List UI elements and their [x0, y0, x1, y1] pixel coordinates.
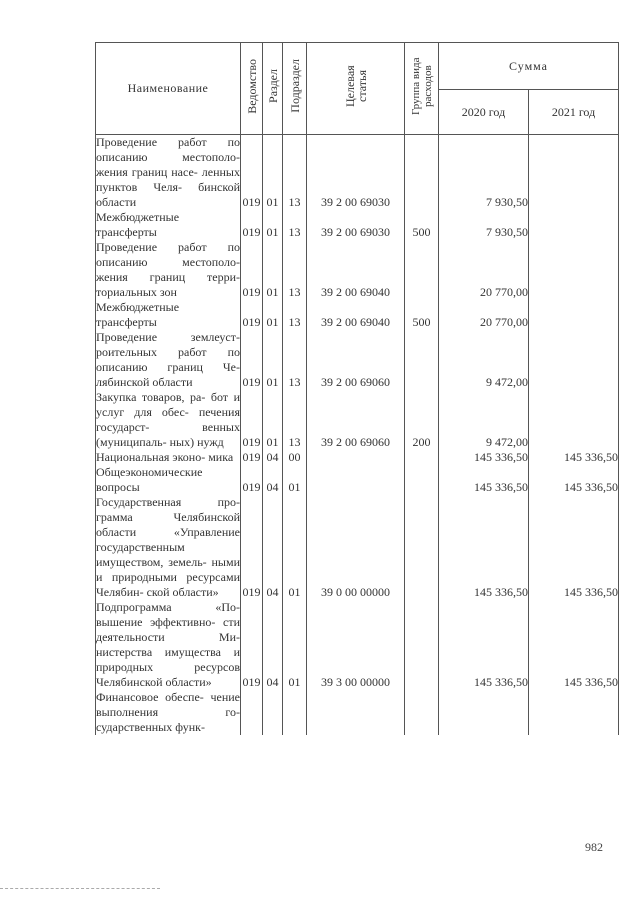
cell-sum2020: 20 770,00 [439, 300, 529, 330]
cell-sum2020: 145 336,50 [439, 600, 529, 690]
footer-line [0, 888, 160, 890]
cell-sum2020: 9 472,00 [439, 330, 529, 390]
cell-sum2020: 145 336,50 [439, 450, 529, 465]
cell-razdel [263, 690, 283, 735]
cell-group [405, 465, 439, 495]
table-row [96, 495, 619, 600]
cell-ved: 019 [241, 330, 263, 390]
cell-sum2021 [529, 330, 619, 390]
cell-name: Межбюджетные трансферты [96, 210, 241, 240]
header-name: Наименование [96, 43, 241, 135]
cell-razdel: 04 [263, 600, 283, 690]
cell-podrazdel: 13 [283, 135, 307, 211]
table-row [96, 330, 619, 390]
cell-ved: 019 [241, 135, 263, 211]
cell-podrazdel [283, 690, 307, 735]
cell-sum2021: 145 336,50 [529, 495, 619, 600]
cell-podrazdel: 00 [283, 450, 307, 465]
cell-name: Проведение землеуст- роительных работ по описанию границ Че- лябинской области [96, 330, 240, 389]
cell-razdel: 01 [263, 390, 283, 450]
cell-ved: 019 [241, 390, 263, 450]
table-row [96, 240, 619, 300]
cell-target [307, 690, 405, 735]
cell-group [405, 240, 439, 300]
cell-group [405, 495, 439, 600]
header-year-2020: 2020 год [439, 90, 529, 135]
cell-sum2020: 9 472,00 [439, 390, 529, 450]
cell-name: Подпрограмма «По- вышение эффективно- сти деятельности Ми- нистерства имущества и природных ресурсов Челябинской области» [96, 600, 240, 689]
header-vedomstvo: Ведомство [241, 43, 263, 135]
header-group: Группа вида расходов [405, 43, 439, 135]
table-row [96, 135, 619, 211]
cell-podrazdel: 13 [283, 330, 307, 390]
header-sum: Сумма [439, 43, 619, 90]
cell-target: 39 2 00 69060 [307, 390, 405, 450]
page-number: 982 [585, 840, 603, 854]
cell-razdel: 01 [263, 330, 283, 390]
cell-sum2021: 145 336,50 [529, 600, 619, 690]
cell-sum2021: 145 336,50 [529, 465, 619, 495]
cell-ved: 019 [241, 495, 263, 600]
table-row [96, 210, 619, 240]
cell-target: 39 2 00 69030 [307, 210, 405, 240]
cell-podrazdel: 13 [283, 240, 307, 300]
cell-podrazdel: 13 [283, 210, 307, 240]
cell-group [405, 600, 439, 690]
cell-ved: 019 [241, 300, 263, 330]
table-row [96, 600, 619, 690]
cell-ved: 019 [242, 450, 261, 464]
cell-name: Государственная про- грамма Челябинской области «Управление государственным имуществом, земель- ными и природными ресурсами Челябин- ской области» [96, 495, 240, 599]
cell-podrazdel: 01 [283, 600, 307, 690]
cell-razdel: 04 [263, 465, 283, 495]
budget-table [95, 42, 619, 735]
cell-target: 39 2 00 69040 [307, 300, 405, 330]
header-razdel: Раздел [263, 43, 283, 135]
cell-target [307, 450, 405, 465]
cell-ved: 019 [241, 240, 263, 300]
cell-podrazdel: 13 [283, 300, 307, 330]
cell-sum2020: 7 930,50 [439, 135, 529, 211]
cell-name: Национальная эконо- мика [96, 450, 241, 465]
cell-name: Проведение работ по описанию местополо- жения границ терри- ториальных зон [96, 240, 240, 299]
cell-name: Общеэкономические вопросы [96, 465, 241, 495]
cell-sum2021 [529, 210, 619, 240]
header-year-2021: 2021 год [529, 90, 619, 135]
cell-name: Проведение работ по описанию местополо- жения границ насе- ленных пунктов Челя- бинской области [96, 135, 240, 209]
table-row [96, 390, 619, 450]
table-body [96, 135, 619, 736]
cell-podrazdel: 13 [283, 390, 307, 450]
cell-sum2020: 145 336,50 [439, 465, 529, 495]
cell-name: Межбюджетные трансферты [96, 300, 241, 330]
cell-group [405, 690, 439, 735]
header-podrazdel: Подраздел [283, 43, 307, 135]
cell-podrazdel: 01 [283, 495, 307, 600]
cell-name: Закупка товаров, ра- бот и услуг для обес- печения государст- венных (муниципаль- ных) нужд [96, 390, 240, 449]
cell-sum2020: 20 770,00 [439, 240, 529, 300]
header-target: Целевая статья [307, 43, 405, 135]
table-row [96, 300, 619, 330]
cell-sum2021: 145 336,50 [529, 450, 619, 465]
cell-razdel: 01 [263, 240, 283, 300]
cell-ved [241, 690, 263, 735]
cell-razdel: 01 [263, 210, 283, 240]
cell-razdel: 04 [263, 450, 283, 465]
cell-podrazdel: 01 [283, 465, 307, 495]
table-row [96, 465, 619, 495]
cell-sum2020: 145 336,50 [439, 495, 529, 600]
cell-group: 200 [405, 390, 439, 450]
cell-ved: 019 [241, 210, 263, 240]
cell-target: 39 2 00 69060 [307, 330, 405, 390]
cell-name: Финансовое обеспе- чение выполнения го- сударственных функ- [96, 690, 240, 734]
cell-target: 39 2 00 69030 [307, 135, 405, 211]
cell-sum2021 [529, 240, 619, 300]
cell-sum2021 [529, 390, 619, 450]
cell-sum2020 [439, 690, 529, 735]
cell-group [405, 450, 439, 465]
cell-target [307, 465, 405, 495]
cell-group [405, 135, 439, 211]
table-row [96, 690, 619, 735]
cell-sum2021 [529, 690, 619, 735]
table-row [96, 450, 619, 465]
cell-group [405, 330, 439, 390]
cell-target: 39 0 00 00000 [307, 495, 405, 600]
cell-group: 500 [405, 210, 439, 240]
cell-ved: 019 [241, 465, 263, 495]
cell-target: 39 3 00 00000 [307, 600, 405, 690]
cell-razdel: 01 [263, 135, 283, 211]
cell-sum2021 [529, 300, 619, 330]
cell-ved: 019 [241, 600, 263, 690]
cell-group: 500 [405, 300, 439, 330]
cell-sum2020: 7 930,50 [439, 210, 529, 240]
cell-razdel: 04 [263, 495, 283, 600]
cell-sum2021 [529, 135, 619, 211]
cell-razdel: 01 [263, 300, 283, 330]
cell-target: 39 2 00 69040 [307, 240, 405, 300]
